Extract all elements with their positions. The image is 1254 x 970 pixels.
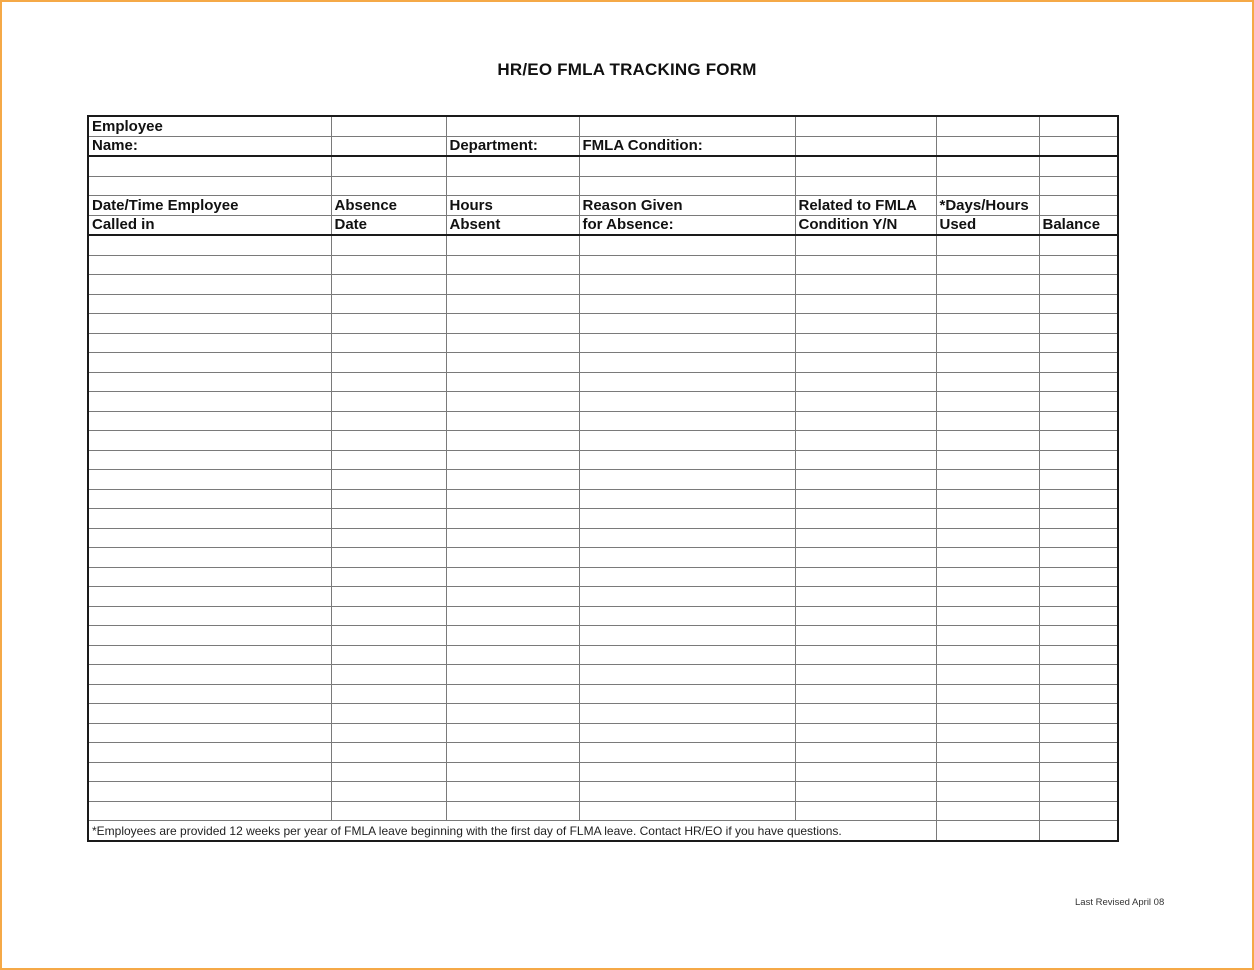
entry-cell[interactable] xyxy=(936,587,1039,607)
entry-cell[interactable] xyxy=(579,801,795,821)
entry-cell[interactable] xyxy=(1039,704,1118,724)
fmla-condition-field[interactable] xyxy=(795,136,936,156)
entry-cell[interactable] xyxy=(1039,294,1118,314)
entry-cell[interactable] xyxy=(795,762,936,782)
table-row xyxy=(88,665,1118,685)
entry-cell[interactable] xyxy=(331,235,446,255)
entry-cell[interactable] xyxy=(795,509,936,529)
employee-name-field-a[interactable] xyxy=(331,116,446,136)
entry-cell[interactable] xyxy=(331,587,446,607)
entry-cell[interactable] xyxy=(936,392,1039,412)
table-row xyxy=(88,411,1118,431)
table-row xyxy=(88,801,1118,821)
entry-cell[interactable] xyxy=(579,587,795,607)
entry-cell[interactable] xyxy=(88,450,331,470)
entry-cell[interactable] xyxy=(795,450,936,470)
entry-cell[interactable] xyxy=(331,704,446,724)
entry-cell[interactable] xyxy=(446,372,579,392)
entry-cell[interactable] xyxy=(795,606,936,626)
fmla-condition-label: FMLA Condition: xyxy=(579,136,795,156)
entry-cell[interactable] xyxy=(795,470,936,490)
entry-cell[interactable] xyxy=(579,509,795,529)
entry-cell[interactable] xyxy=(446,450,579,470)
entry-cell[interactable] xyxy=(795,333,936,353)
entry-cell[interactable] xyxy=(795,431,936,451)
table-row xyxy=(88,567,1118,587)
col-header-reason-1: Reason Given xyxy=(579,196,795,216)
entry-cell[interactable] xyxy=(446,235,579,255)
table-row xyxy=(88,704,1118,724)
table-row xyxy=(88,782,1118,802)
entry-cell[interactable] xyxy=(579,333,795,353)
entry-cell[interactable] xyxy=(936,626,1039,646)
entry-cell[interactable] xyxy=(88,704,331,724)
entry-cell[interactable] xyxy=(331,489,446,509)
entry-cell[interactable] xyxy=(331,684,446,704)
col-header-called-in-1: Date/Time Employee xyxy=(88,196,331,216)
entry-cell[interactable] xyxy=(1039,665,1118,685)
table-row xyxy=(88,235,1118,255)
entry-cell[interactable] xyxy=(446,762,579,782)
entry-cell[interactable] xyxy=(795,665,936,685)
entry-cell[interactable] xyxy=(936,450,1039,470)
entry-cell[interactable] xyxy=(795,626,936,646)
entry-cell[interactable] xyxy=(446,255,579,275)
cell[interactable] xyxy=(446,176,579,196)
table-row xyxy=(88,255,1118,275)
entry-cell[interactable] xyxy=(1039,567,1118,587)
entry-cell[interactable] xyxy=(88,353,331,373)
entry-cell[interactable] xyxy=(446,645,579,665)
entry-cell[interactable] xyxy=(936,470,1039,490)
table-row xyxy=(88,762,1118,782)
cell[interactable] xyxy=(331,176,446,196)
column-header-row-2 xyxy=(88,215,1118,235)
table-row xyxy=(88,723,1118,743)
col-header-reason-2: for Absence: xyxy=(579,215,795,235)
header-row-1 xyxy=(88,116,1118,136)
entry-cell[interactable] xyxy=(446,801,579,821)
entry-cell[interactable] xyxy=(331,782,446,802)
cell[interactable] xyxy=(1039,821,1118,841)
entry-cell[interactable] xyxy=(331,353,446,373)
entry-cell[interactable] xyxy=(88,684,331,704)
entry-cell[interactable] xyxy=(331,470,446,490)
entry-cell[interactable] xyxy=(331,275,446,295)
cell[interactable] xyxy=(446,156,579,176)
entry-cell[interactable] xyxy=(1039,489,1118,509)
entry-cell[interactable] xyxy=(446,548,579,568)
entry-cell[interactable] xyxy=(579,235,795,255)
entry-cell[interactable] xyxy=(936,353,1039,373)
entry-cell[interactable] xyxy=(579,372,795,392)
entry-cell[interactable] xyxy=(446,509,579,529)
entry-rows xyxy=(88,235,1118,821)
entry-cell[interactable] xyxy=(1039,645,1118,665)
entry-cell[interactable] xyxy=(936,255,1039,275)
entry-cell[interactable] xyxy=(795,489,936,509)
entry-cell[interactable] xyxy=(331,372,446,392)
entry-cell[interactable] xyxy=(331,294,446,314)
entry-cell[interactable] xyxy=(579,431,795,451)
entry-cell[interactable] xyxy=(446,606,579,626)
entry-cell[interactable] xyxy=(1039,606,1118,626)
entry-cell[interactable] xyxy=(795,235,936,255)
last-revised: Last Revised April 08 xyxy=(1075,897,1165,908)
entry-cell[interactable] xyxy=(936,704,1039,724)
entry-cell[interactable] xyxy=(579,684,795,704)
entry-cell[interactable] xyxy=(936,489,1039,509)
entry-cell[interactable] xyxy=(936,684,1039,704)
entry-cell[interactable] xyxy=(936,235,1039,255)
entry-cell[interactable] xyxy=(446,567,579,587)
entry-cell[interactable] xyxy=(1039,743,1118,763)
entry-cell[interactable] xyxy=(331,606,446,626)
entry-cell[interactable] xyxy=(88,392,331,412)
entry-cell[interactable] xyxy=(446,684,579,704)
entry-cell[interactable] xyxy=(446,528,579,548)
entry-cell[interactable] xyxy=(936,548,1039,568)
entry-cell[interactable] xyxy=(795,294,936,314)
entry-cell[interactable] xyxy=(795,743,936,763)
employee-label-2: Name: xyxy=(88,136,331,156)
entry-cell[interactable] xyxy=(88,314,331,334)
table-row xyxy=(88,470,1118,490)
table-row xyxy=(88,528,1118,548)
entry-cell[interactable] xyxy=(936,411,1039,431)
cell[interactable] xyxy=(1039,136,1118,156)
entry-cell[interactable] xyxy=(936,431,1039,451)
col-header-related-fmla-1: Related to FMLA xyxy=(795,196,936,216)
entry-cell[interactable] xyxy=(446,489,579,509)
entry-cell[interactable] xyxy=(936,723,1039,743)
table-row xyxy=(88,743,1118,763)
cell[interactable] xyxy=(936,116,1039,136)
entry-cell[interactable] xyxy=(579,626,795,646)
entry-cell[interactable] xyxy=(331,431,446,451)
entry-cell[interactable] xyxy=(936,372,1039,392)
entry-cell[interactable] xyxy=(936,294,1039,314)
entry-cell[interactable] xyxy=(579,743,795,763)
header-row-2 xyxy=(88,136,1118,156)
entry-cell[interactable] xyxy=(1039,431,1118,451)
employee-name-field[interactable] xyxy=(331,136,446,156)
entry-cell[interactable] xyxy=(331,450,446,470)
table-row xyxy=(88,606,1118,626)
entry-cell[interactable] xyxy=(795,275,936,295)
entry-cell[interactable] xyxy=(579,411,795,431)
cell[interactable] xyxy=(795,116,936,136)
table-row xyxy=(88,372,1118,392)
entry-cell[interactable] xyxy=(88,470,331,490)
entry-cell[interactable] xyxy=(331,509,446,529)
entry-cell[interactable] xyxy=(936,645,1039,665)
entry-cell[interactable] xyxy=(795,411,936,431)
entry-cell[interactable] xyxy=(936,314,1039,334)
entry-cell[interactable] xyxy=(446,353,579,373)
entry-cell[interactable] xyxy=(795,392,936,412)
entry-cell[interactable] xyxy=(446,411,579,431)
col-header-hours-absent-2: Absent xyxy=(446,215,579,235)
entry-cell[interactable] xyxy=(795,723,936,743)
entry-cell[interactable] xyxy=(88,489,331,509)
entry-cell[interactable] xyxy=(579,528,795,548)
cell[interactable] xyxy=(446,116,579,136)
entry-cell[interactable] xyxy=(579,314,795,334)
table-row xyxy=(88,684,1118,704)
entry-cell[interactable] xyxy=(795,353,936,373)
entry-cell[interactable] xyxy=(331,626,446,646)
entry-cell[interactable] xyxy=(331,645,446,665)
table-row xyxy=(88,392,1118,412)
entry-cell[interactable] xyxy=(1039,684,1118,704)
entry-cell[interactable] xyxy=(88,411,331,431)
entry-cell[interactable] xyxy=(795,587,936,607)
col-header-hours-absent-1: Hours xyxy=(446,196,579,216)
entry-cell[interactable] xyxy=(88,333,331,353)
entry-cell[interactable] xyxy=(88,275,331,295)
table-row xyxy=(88,587,1118,607)
entry-cell[interactable] xyxy=(331,255,446,275)
entry-cell[interactable] xyxy=(331,314,446,334)
entry-cell[interactable] xyxy=(88,782,331,802)
entry-cell[interactable] xyxy=(446,431,579,451)
cell[interactable] xyxy=(579,176,795,196)
entry-cell[interactable] xyxy=(331,411,446,431)
col-header-called-in-2: Called in xyxy=(88,215,331,235)
entry-cell[interactable] xyxy=(936,333,1039,353)
entry-cell[interactable] xyxy=(1039,470,1118,490)
entry-cell[interactable] xyxy=(1039,275,1118,295)
entry-cell[interactable] xyxy=(579,723,795,743)
entry-cell[interactable] xyxy=(936,743,1039,763)
cell[interactable] xyxy=(331,156,446,176)
entry-cell[interactable] xyxy=(1039,762,1118,782)
entry-cell[interactable] xyxy=(795,528,936,548)
col-header-absence-date-1: Absence xyxy=(331,196,446,216)
entry-cell[interactable] xyxy=(795,548,936,568)
entry-cell[interactable] xyxy=(446,587,579,607)
form-title-text: HR/EO FMLA TRACKING FORM xyxy=(497,60,757,79)
footnote: *Employees are provided 12 weeks per year of FMLA leave beginning with the first day of FLMA leave. Contact HR/EO if you have questions. xyxy=(88,821,936,841)
entry-cell[interactable] xyxy=(795,801,936,821)
entry-cell[interactable] xyxy=(331,762,446,782)
entry-cell[interactable] xyxy=(1039,314,1118,334)
entry-cell[interactable] xyxy=(579,275,795,295)
entry-cell[interactable] xyxy=(331,333,446,353)
spacer-row xyxy=(88,176,1118,196)
entry-cell[interactable] xyxy=(1039,353,1118,373)
entry-cell[interactable] xyxy=(331,801,446,821)
entry-cell[interactable] xyxy=(331,548,446,568)
entry-cell[interactable] xyxy=(579,782,795,802)
entry-cell[interactable] xyxy=(1039,255,1118,275)
entry-cell[interactable] xyxy=(88,255,331,275)
table-row xyxy=(88,314,1118,334)
table-row xyxy=(88,548,1118,568)
entry-cell[interactable] xyxy=(88,587,331,607)
entry-cell[interactable] xyxy=(795,704,936,724)
table-row xyxy=(88,450,1118,470)
entry-cell[interactable] xyxy=(795,314,936,334)
table-row xyxy=(88,626,1118,646)
entry-cell[interactable] xyxy=(936,801,1039,821)
cell[interactable] xyxy=(1039,156,1118,176)
entry-cell[interactable] xyxy=(1039,372,1118,392)
entry-cell[interactable] xyxy=(331,392,446,412)
entry-cell[interactable] xyxy=(446,704,579,724)
cell[interactable] xyxy=(88,156,331,176)
entry-cell[interactable] xyxy=(579,450,795,470)
cell[interactable] xyxy=(1039,116,1118,136)
entry-cell[interactable] xyxy=(795,255,936,275)
entry-cell[interactable] xyxy=(795,645,936,665)
cell[interactable] xyxy=(795,156,936,176)
entry-cell[interactable] xyxy=(936,509,1039,529)
col-header-balance-2: Balance xyxy=(1039,215,1118,235)
entry-cell[interactable] xyxy=(446,743,579,763)
entry-cell[interactable] xyxy=(88,723,331,743)
table-row xyxy=(88,353,1118,373)
entry-cell[interactable] xyxy=(579,567,795,587)
col-header-balance-1 xyxy=(1039,196,1118,216)
table-row xyxy=(88,294,1118,314)
entry-cell[interactable] xyxy=(579,392,795,412)
cell[interactable] xyxy=(579,116,795,136)
entry-cell[interactable] xyxy=(1039,782,1118,802)
entry-cell[interactable] xyxy=(579,470,795,490)
entry-cell[interactable] xyxy=(795,782,936,802)
entry-cell[interactable] xyxy=(88,626,331,646)
entry-cell[interactable] xyxy=(936,665,1039,685)
entry-cell[interactable] xyxy=(446,665,579,685)
entry-cell[interactable] xyxy=(579,294,795,314)
entry-cell[interactable] xyxy=(579,353,795,373)
entry-cell[interactable] xyxy=(446,392,579,412)
col-header-related-fmla-2: Condition Y/N xyxy=(795,215,936,235)
entry-cell[interactable] xyxy=(1039,411,1118,431)
entry-cell[interactable] xyxy=(579,762,795,782)
footnote-row xyxy=(88,821,1118,841)
entry-cell[interactable] xyxy=(579,704,795,724)
table-row xyxy=(88,509,1118,529)
table-row xyxy=(88,333,1118,353)
entry-cell[interactable] xyxy=(446,333,579,353)
entry-cell[interactable] xyxy=(1039,528,1118,548)
entry-cell[interactable] xyxy=(331,723,446,743)
spacer-row xyxy=(88,156,1118,176)
entry-cell[interactable] xyxy=(1039,723,1118,743)
entry-cell[interactable] xyxy=(1039,801,1118,821)
entry-cell[interactable] xyxy=(1039,587,1118,607)
entry-cell[interactable] xyxy=(88,509,331,529)
department-label: Department: xyxy=(446,136,579,156)
fmla-tracking-table xyxy=(87,115,1119,842)
entry-cell[interactable] xyxy=(88,372,331,392)
entry-cell[interactable] xyxy=(88,528,331,548)
entry-cell[interactable] xyxy=(446,470,579,490)
entry-cell[interactable] xyxy=(88,235,331,255)
cell[interactable] xyxy=(936,821,1039,841)
cell[interactable] xyxy=(795,176,936,196)
entry-cell[interactable] xyxy=(579,548,795,568)
entry-cell[interactable] xyxy=(88,801,331,821)
entry-cell[interactable] xyxy=(88,665,331,685)
entry-cell[interactable] xyxy=(795,567,936,587)
entry-cell[interactable] xyxy=(1039,548,1118,568)
entry-cell[interactable] xyxy=(88,743,331,763)
cell[interactable] xyxy=(88,176,331,196)
entry-cell[interactable] xyxy=(936,275,1039,295)
col-header-days-used-2: Used xyxy=(936,215,1039,235)
entry-cell[interactable] xyxy=(88,645,331,665)
table-row xyxy=(88,431,1118,451)
entry-cell[interactable] xyxy=(579,255,795,275)
entry-cell[interactable] xyxy=(446,294,579,314)
entry-cell[interactable] xyxy=(331,743,446,763)
entry-cell[interactable] xyxy=(936,782,1039,802)
cell[interactable] xyxy=(936,176,1039,196)
entry-cell[interactable] xyxy=(936,606,1039,626)
entry-cell[interactable] xyxy=(446,782,579,802)
entry-cell[interactable] xyxy=(795,684,936,704)
entry-cell[interactable] xyxy=(1039,333,1118,353)
table-row xyxy=(88,645,1118,665)
entry-cell[interactable] xyxy=(579,665,795,685)
entry-cell[interactable] xyxy=(1039,509,1118,529)
entry-cell[interactable] xyxy=(1039,450,1118,470)
entry-cell[interactable] xyxy=(88,548,331,568)
entry-cell[interactable] xyxy=(88,431,331,451)
entry-cell[interactable] xyxy=(331,528,446,548)
col-header-absence-date-2: Date xyxy=(331,215,446,235)
employee-label-1: Employee xyxy=(88,116,331,136)
entry-cell[interactable] xyxy=(579,489,795,509)
entry-cell[interactable] xyxy=(88,762,331,782)
cell[interactable] xyxy=(936,156,1039,176)
entry-cell[interactable] xyxy=(88,294,331,314)
entry-cell[interactable] xyxy=(331,665,446,685)
entry-cell[interactable] xyxy=(1039,235,1118,255)
entry-cell[interactable] xyxy=(446,314,579,334)
entry-cell[interactable] xyxy=(446,626,579,646)
entry-cell[interactable] xyxy=(446,275,579,295)
entry-cell[interactable] xyxy=(579,606,795,626)
form-title xyxy=(0,60,1254,80)
entry-cell[interactable] xyxy=(88,606,331,626)
entry-cell[interactable] xyxy=(446,723,579,743)
entry-cell[interactable] xyxy=(1039,392,1118,412)
entry-cell[interactable] xyxy=(88,567,331,587)
entry-cell[interactable] xyxy=(795,372,936,392)
entry-cell[interactable] xyxy=(936,567,1039,587)
cell[interactable] xyxy=(1039,176,1118,196)
entry-cell[interactable] xyxy=(936,762,1039,782)
entry-cell[interactable] xyxy=(331,567,446,587)
table-row xyxy=(88,275,1118,295)
cell[interactable] xyxy=(936,136,1039,156)
cell[interactable] xyxy=(579,156,795,176)
entry-cell[interactable] xyxy=(1039,626,1118,646)
entry-cell[interactable] xyxy=(579,645,795,665)
entry-cell[interactable] xyxy=(936,528,1039,548)
table-row xyxy=(88,489,1118,509)
column-header-row-1 xyxy=(88,196,1118,216)
col-header-days-used-1: *Days/Hours xyxy=(936,196,1039,216)
